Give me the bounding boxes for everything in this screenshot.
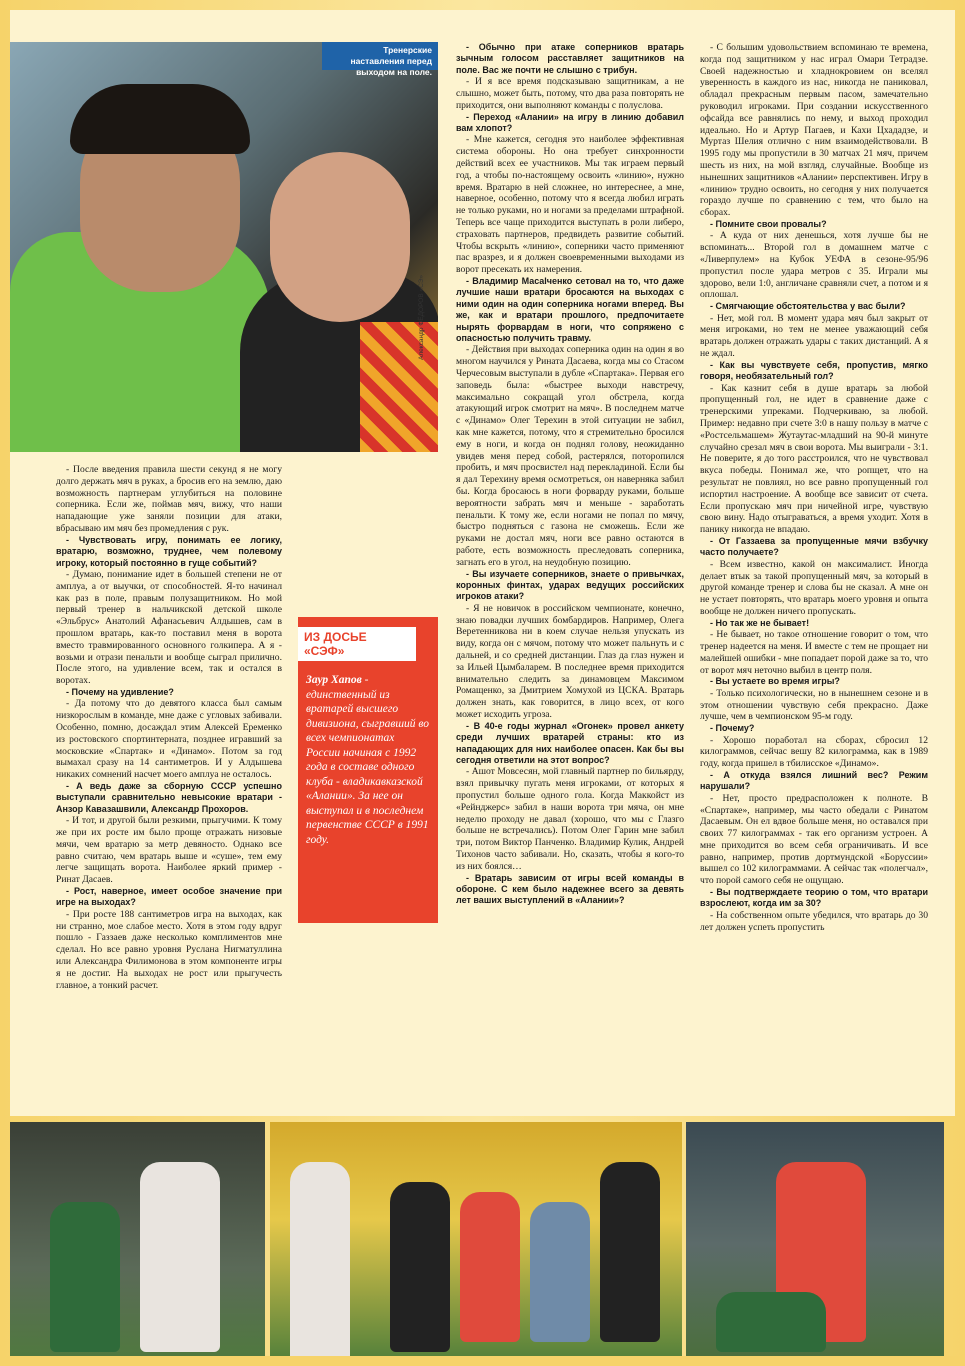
answer-paragraph: - И тот, и другой были резкими, прыгучими. К тому же при их росте им было проще отражать низовые мячи, чем вратарю за метр девяносто. Однако все равно считаю, чем вратарь выше и «суше», тем ему легче защищать ворота. Наиболее яркий пример - Ринат Дасаев. xyxy=(56,815,282,886)
answer-paragraph: - Нет, мой гол. В момент удара мяч был закрыт от меня игроками, но тем не менее уважающий себя вратарь должен отражать удары с таких дистанций. А я не ждал. xyxy=(700,312,928,359)
question-paragraph: - Обычно при атаке соперников вратарь зычным голосом расставляет защитников на поле. Вас же почти не слышно с трибун. xyxy=(456,42,684,75)
answer-paragraph: - При росте 188 сантиметров игра на выходах, как ни странно, мое слабое место. Хотя в этом году вдруг пошло - Газзаев даже несколько комплиментов мне сделал. Но все равно уровня Руслана Нигматуллина или Александра Филимонова в этом компоненте игры я не достиг. На выходах не рост или прыгучесть главное, а тонкий расчет. xyxy=(56,908,282,991)
answer-paragraph: - Да потому что до девятого класса был самым низкорослым в команде, мне даже с угловых забивали. Особенно, помню, досаждал этим Алексей Еременко из ростовского спортинтерната, позднее игравший за московские «Спартак» и «Динамо». Потом за год вымахал сразу на 14 сантиметров. И у Алдышева никаких сомнений насчет моего амплуа не осталось. xyxy=(56,698,282,781)
bottom-photo-1 xyxy=(10,1122,265,1366)
question-paragraph: - Переход «Алании» на игру в линию добавил вам хлопот? xyxy=(456,111,684,134)
bottom-photo-3 xyxy=(686,1122,944,1366)
question-paragraph: - Вы устаете во время игры? xyxy=(710,676,840,687)
article-column-3 xyxy=(700,42,928,933)
answer-paragraph: - Всем известно, какой он максималист. Иногда делает втык за такой пропущенный мяч, за который в другой команде тренер и слова бы не сказал. А мне он не устает повторять, что вратарь моего уровня и опыта вообще не должен ничего пропускать. xyxy=(700,558,928,617)
answer-paragraph: - Ашот Мовсесян, мой главный партнер по бильярду, взял привычку пугать меня игроками, от которых я пропустил больше одного гола. Когда Маккойст из «Рейнджерс» забил в наши ворота три мяча, он мне неделю проходу не давал (хорошо, что мы с Глазго больше не встречались). Потом Олег Гарин мне забил три, потом Виктор Панченко. Владимир Кулик, Андрей Тихонов часто забивали. Но, сказать, чтобы я кого-то из них боялся… xyxy=(456,766,684,872)
answer-paragraph: - И я все время подсказываю защитникам, а не слышно, может быть, потому, что два раза повторять не приходится, они выполняют команды с полуслова. xyxy=(456,76,684,111)
question-paragraph: - Вы изучаете соперников, знаете о привычках, коронных финтах, ударах ведущих российских игроков атаки? xyxy=(456,568,684,602)
answer-paragraph: - Мне кажется, сегодня это наиболее эффективная система обороны. Но она требует синхронности действий всех ее участников. Мы так играем первый год, а чтобы по-настоящему освоить «линию», нужно время. Вратарю в ней сложнее, но интереснее, а мне, наверное, особенно, потому что я всегда любил играть не только руками, но и ногами за пределами штрафной. Теперь все чаще приходится выступать в роли либеро, страховать партнеров, предвидеть развитие событий. Чтобы вскрыть «линию», соперники часто применяют пас вразрез, и я должен своевременными выходами из ворот пресекать их намерения. xyxy=(456,134,684,276)
answer-paragraph: - Нет, просто предрасположен к полноте. В «Спартаке», например, мы часто обедали с Ринатом Дасаевым. Он ел вдвое больше меня, но оставался при своих 77 килограммах - так его организм устроен. А мне приходится во всем себя ограничивать. И все равно, например, против дортмундской «Боруссии» вышел со 102 килограммами. А сейчас так «полегчал», что порой самого себя не ощущаю. xyxy=(700,792,928,887)
article-column-2 xyxy=(456,42,684,907)
answer-paragraph: - Не бывает, но такое отношение говорит о том, что тренер надеется на меня. И вместе с тем не прощает ни малейшей ошибки - мне попадает порой даже за то, что от ворот мяч неточно выбил в центр поля. xyxy=(700,629,929,676)
answer-paragraph: - А куда от них денешься, хотя лучше бы не вспоминать... Второй гол в домашнем матче с «Ливерпулем» на Кубок УЕФА в сезоне-95/96 пропустил после удара метров с 35. Играли мы здорово, вели 1:0, англичане сравняли счет, а потом и я оплошал. xyxy=(700,230,928,301)
dossier-box xyxy=(298,617,438,923)
main-photo xyxy=(10,42,438,452)
dossier-text xyxy=(298,661,438,847)
answer-paragraph: - Я не новичок в российском чемпионате, конечно, знаю повадки лучших бомбардиров. Например, Олега Веретенникова ни в коем случае нельзя упускать из виду, когда он с мячом, потому что может пальнуть и с дальней, и со средней дистанции. Глаз да глаз нужен и за Ильей Цымбаларем. В последнее время приходится внимательно следить за динамовцем Максимом Ромащенко, за Дмитрием Хомухой из ЦСКА. Вратарь должен знать, как говорится, в лицо всех, от кого может исходить угроза. xyxy=(456,602,684,720)
question-paragraph: - Смягчающие обстоятельства у вас были? xyxy=(710,301,906,312)
question-paragraph: - Помните свои провалы? xyxy=(710,218,827,229)
question-paragraph: - Чувствовать игру, понимать ее логику, вратарю, возможно, труднее, чем полевому игроку, который постоянно в гуще событий? xyxy=(56,534,282,568)
dossier-heading: ИЗ ДОСЬЕ «СЭФ» xyxy=(298,627,416,661)
answer-paragraph: - Думаю, понимание идет в большей степени не от амплуа, а от выучки, от способностей. Я-то начинал как раз в поле, правым полузащитником. Но мой первый тренер в нальчикской детской школе «Эльбрус» Анатолий Афанасьевич Алдышев, сам в прошлом вратарь, как-то поставил меня в ворота вместо травмированного основного голкипера. А я - возьми и отрази пенальти и вообще сыграл прилично. После этого, на удивление всем, так и остался в воротах. xyxy=(56,569,282,687)
answer-paragraph: - Действия при выходах соперника один на один я во многом научился у Рината Дасаева, когда мы со Стасом Черчесовым выступали в дубле «Спартака». Первая его заповедь была: «быстрее выходи навстречу, максимально сокращай угол обстрела, когда атакующий игрок смотрит на мяч». В последнем матче с «Динамо» Олег Терехин в этой ситуации не забил, как мне кажется, потому, что я стремительно бросился ему в ноги, и когда он поднял голову, неожиданно увидев меня перед собой, растерялся, поторопился пробить, и мяч просвистел над перекладиной. Если бы я дал Терехину время осмотреться, он наверняка забил бы. Когда бросаюсь в ноги форварду руками, больше вероятности забрать мяч и меньше - заработать пенальти. К тому же, если ногами не попал по мячу, быстро подняться с газона не сможешь. Если же руками не достал мяч, ноги все равно остаются в работе, есть возможность преследовать соперника, загнать его в угол, на неудобную позицию. xyxy=(456,344,684,568)
bottom-edge xyxy=(0,1356,965,1366)
question-paragraph: - А ведь даже за сборную СССР успешно выступали сравнительно невысокие вратари - Анзор Кавазашвили, Александр Прохоров. xyxy=(56,780,282,814)
question-paragraph: - Но так же не бывает! xyxy=(710,617,810,628)
question-paragraph: - Рост, наверное, имеет особое значение при игре на выходах? xyxy=(56,885,282,908)
question-paragraph: - В 40-е годы журнал «Огонек» провел анкету среди лучших вратарей страны: кто из нападающих для них наиболее опасен. Как бы вы сегодня ответили на этот вопрос? xyxy=(456,720,684,765)
photo-credit: Александр ФЁДОРОВ «СЭ» xyxy=(418,275,425,360)
question-paragraph: - А откуда взялся лишний вес? Режим нарушали? xyxy=(700,769,928,792)
bottom-photo-2 xyxy=(270,1122,682,1366)
question-paragraph: - Владимир Масalченко сетовал на то, что даже лучшие наши вратари бросаются на выходах с ними один на один соперника ногами вперед. Вы же, как и вратари прошлого, предпочитаете нырять форвардам в ноги, что сопряжено с опасностью получить травму. xyxy=(456,275,684,344)
answer-paragraph: - Только психологически, но в нынешнем сезоне и в этом отношении чувствую себя прекрасно. Даже лучше, чем в чемпионском 95-м году. xyxy=(700,687,928,723)
question-paragraph: - Вы подтверждаете теорию о том, что вратари взрослеют, когда им за 30? xyxy=(700,887,928,909)
question-paragraph: - Почему на удивление? xyxy=(66,686,174,697)
answer-paragraph: - После введения правила шести секунд я не могу долго держать мяч в руках, а бросив его на землю, даю возможность партнерам углубиться на половине соперника. Если же, поймав мяч, вижу, что наши нападающие уже заняли позиции для атаки, вбрасываю им мяч без промедления с рук. xyxy=(56,464,282,534)
answer-paragraph: - Хорошо поработал на сборах, сбросил 12 килограммов, сейчас вешу 82 килограмма, как в 1989 году, когда пришел в тбилисское «Динамо». xyxy=(700,734,928,770)
answer-paragraph: - С большим удовольствием вспоминаю те времена, когда под защитником у нас играл Омари Тетрадзе. Своей надежностью и хладнокровием он вселял уверенность в каждого из нас, никогда не паниковал, обладал прекрасным первым пасом, замечательно руководил игроками. При создании искусственного офсайда все равнялись по нему, и выход проходил идеально. Но и Артур Пагаев, и Кахи Цхададзе, и Муртаз Шелия отлично с ним взаимодействовали. В 1995 году мы пропустили в 30 матчах 21 мяч, причем шесть из них, на мой взгляд, случайные. Вообще из нынешних защитников «Алании» перспективен. Игру в «линию» трудно освоить, но сегодня у них получается гораздо лучше по сравнению с тем, что было на сборах. xyxy=(700,42,928,219)
answer-paragraph: - Как казнит себя в душе вратарь за любой пропущенный гол, не идет в сравнение даже с тренерскими упреками. Подчеркиваю, за любой. Пример: недавно при счете 3:0 в нашу пользу в матче с «Ростсельмашем» Жутаутас-младший на 90-й минуте случайно срезал мяч в свои ворота. Мы выиграли - 3:1. Не поверите, я до того расстроился, что не чувствовал вкуса победы. Понимал же, что ропщет, что на результат не повлиял, но все равно пропущенный гол испортил настроение. А вообще все зависит от счета. Если пропускаю мяч при ничейной игре, чувствую свою вину. Надо отыграваться, а время уходит. Хотя в панику никогда не впадаю. xyxy=(700,382,928,536)
question-paragraph: - Как вы чувствуете себя, пропустив, мягко говоря, необязательный гол? xyxy=(700,359,928,382)
question-paragraph: - Почему? xyxy=(710,723,755,734)
photo-caption: Тренерские наставления перед выходом на поле. xyxy=(322,42,438,70)
dossier-body-text: - единственный из вратарей высшего дивизиона, сыгравший во всех чемпионатах России начиная с 1992 года в составе одного клуба - владикавказской «Алании». За нее он выступал и в последнем первенстве СССР в 1991 году. xyxy=(306,674,430,846)
dossier-name: Заур Хапов xyxy=(306,674,362,686)
article-column-1 xyxy=(56,464,282,991)
answer-paragraph: - На собственном опыте убедился, что вратарь до 30 лет должен успеть пропустить xyxy=(700,909,928,933)
question-paragraph: - Вратарь зависим от игры всей команды в обороне. С кем было надежнее всего за девять лет ваших выступлений в «Алании»? xyxy=(456,872,684,906)
question-paragraph: - От Газзаева за пропущенные мячи взбучку часто получаете? xyxy=(700,535,928,558)
